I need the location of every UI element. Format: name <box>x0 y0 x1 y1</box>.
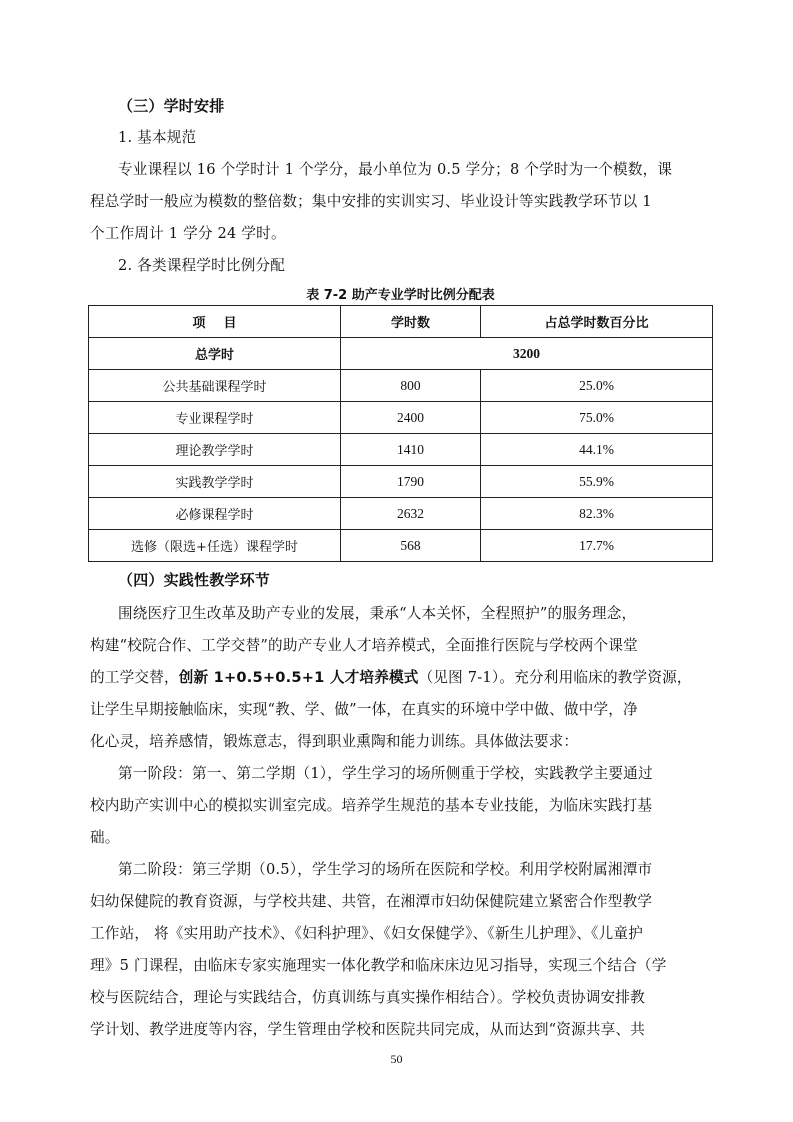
header-percent: 占总学时数百分比 <box>481 306 713 338</box>
table-row <box>89 370 713 402</box>
header-item: 项 目 <box>89 306 341 338</box>
bold-model-text: 创新 1+0.5+0.5+1 人才培养模式 <box>178 669 419 686</box>
paragraph-line: 工作站， 将《实用助产技术》、《妇科护理》、《妇女保健学》、《新生儿护理》、《儿童护 <box>90 925 643 942</box>
cell-hours: 2632 <box>341 498 481 530</box>
table-row <box>89 434 713 466</box>
total-value: 3200 <box>341 338 713 370</box>
paragraph-line <box>90 668 712 688</box>
header-hours: 学时数 <box>341 306 481 338</box>
paragraph-line: 化心灵，培养感情，锻炼意志，得到职业熏陶和能力训练。具体做法要求： <box>90 733 579 750</box>
cell-item: 公共基础课程学时 <box>89 370 341 402</box>
cell-percent: 25.0% <box>481 370 713 402</box>
paragraph-line: 专业课程以 16 个学时计 1 个学分，最小单位为 0.5 学分；8 个学时为一个模数，课 <box>118 161 673 178</box>
paragraph-line: 理》5 门课程，由临床专家实施理实一体化教学和临床床边见习指导，实现三个结合（学 <box>90 957 667 974</box>
cell-hours: 1410 <box>341 434 481 466</box>
table-caption: 表 7-2 助产专业学时比例分配表 <box>306 288 495 303</box>
table-row <box>89 402 713 434</box>
paragraph-line: 构建“校院合作、工学交替”的助产专业人才培养模式，全面推行医院与学校两个课堂 <box>90 637 638 654</box>
paragraph-line: 校内助产实训中心的模拟实训室完成。培养学生规范的基本专业技能，为临床实践打基 <box>90 797 653 814</box>
page-number: 50 <box>390 1052 403 1066</box>
cell-item: 选修（限选+任选）课程学时 <box>89 530 341 562</box>
paragraph-line: 让学生早期接触临床，实现“教、学、做”一体，在真实的环境中学中做、做中学，净 <box>90 701 638 718</box>
section-heading-4: （四）实践性教学环节 <box>118 571 271 589</box>
cell-percent: 75.0% <box>481 402 713 434</box>
table-header-row <box>89 306 713 338</box>
paragraph-line: 围绕医疗卫生改革及助产专业的发展，秉承“人本关怀，全程照护”的服务理念， <box>118 605 637 622</box>
section-heading-3: （三）学时安排 <box>118 97 225 115</box>
paragraph-line: 妇幼保健院的教育资源，与学校共建、共管，在湘潭市妇幼保健院建立紧密合作型教学 <box>90 893 653 910</box>
total-label: 总学时 <box>89 338 341 370</box>
cell-item: 理论教学学时 <box>89 434 341 466</box>
cell-percent: 55.9% <box>481 466 713 498</box>
cell-hours: 2400 <box>341 402 481 434</box>
cell-percent: 82.3% <box>481 498 713 530</box>
cell-percent: 44.1% <box>481 434 713 466</box>
paragraph-line: 学计划、教学进度等内容，学生管理由学校和医院共同完成，从而达到“资源共享、共 <box>90 1021 646 1038</box>
cell-hours: 1790 <box>341 466 481 498</box>
paragraph-line: 础。 <box>90 829 120 846</box>
cell-hours: 800 <box>341 370 481 402</box>
paragraph-line: 程总学时一般应为模数的整倍数；集中安排的实训实习、毕业设计等实践教学环节以 1 <box>90 193 652 210</box>
table-row <box>89 530 713 562</box>
cell-hours: 568 <box>341 530 481 562</box>
cell-item: 专业课程学时 <box>89 402 341 434</box>
paragraph-line: 第一阶段：第一、第二学期（1），学生学习的场所侧重于学校，实践教学主要通过 <box>118 765 653 782</box>
subheading-ratio: 2. 各类课程学时比例分配 <box>118 257 286 274</box>
subheading-basic-norms: 1. 基本规范 <box>118 129 197 146</box>
hours-ratio-table <box>88 305 713 562</box>
table-row <box>89 466 713 498</box>
cell-percent: 17.7% <box>481 530 713 562</box>
table-row <box>89 498 713 530</box>
cell-item: 必修课程学时 <box>89 498 341 530</box>
paragraph-line: 校与医院结合，理论与实践结合，仿真训练与真实操作相结合）。学校负责协调安排教 <box>90 989 645 1006</box>
cell-item: 实践教学学时 <box>89 466 341 498</box>
paragraph-line: 个工作周计 1 学分 24 学时。 <box>90 225 286 242</box>
text-span: （见图 7-1）。充分利用临床的教学资源， <box>418 669 692 686</box>
paragraph-line: 第二阶段：第三学期（0.5），学生学习的场所在医院和学校。利用学校附属湘潭市 <box>118 861 653 878</box>
text-span: 的工学交替， <box>90 669 179 686</box>
table-total-row <box>89 338 713 370</box>
